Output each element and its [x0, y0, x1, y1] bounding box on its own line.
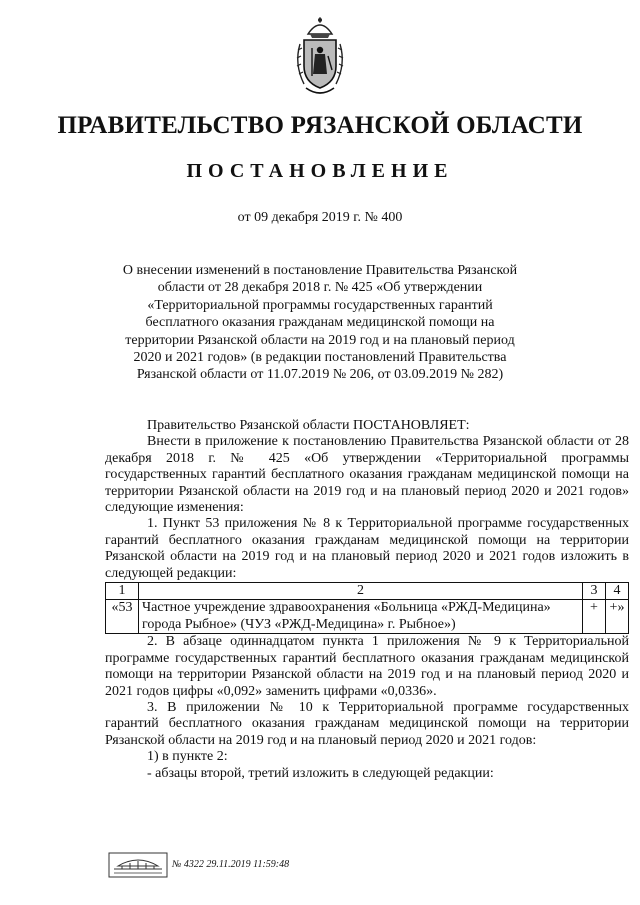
paragraph-intro: Правительство Рязанской области ПОСТАНОВЛЯЕТ:	[147, 418, 470, 433]
table-header-cell: 2	[139, 583, 583, 600]
table-header-cell: 3	[583, 583, 606, 600]
table-header-cell: 4	[606, 583, 629, 600]
document-body	[105, 418, 629, 782]
paragraph-item-3: 3. В приложении № 10 к Территориальной программе государственных гарантий бесплатного оказания гражданам медицинской помощи на территории Рязанской области на 2019 год и на плановый период 2020 и 2021 годов:	[105, 699, 629, 748]
paragraph-sub-1: 1) в пункте 2:	[147, 749, 228, 765]
printing-house-stamp-icon	[108, 852, 168, 878]
registration-stamp-text: № 4322 29.11.2019 11:59:48	[172, 859, 290, 870]
table-cell-number: «53	[106, 600, 139, 634]
document-subject: О внесении изменений в постановление Правительства Рязанской области от 28 декабря 2018 г. № 425 «Об утверждении «Территориальной программы государственных гарантий бесплатного оказания гражданам медицинской помощи на территории Рязанской области на 2019 год и на плановый период 2020 и 2021 годов» (в редакции постановлений Правительства Рязанской области от 11.07.2019 № 206, от 03.09.2019 № 282)	[122, 263, 518, 383]
table-row	[106, 600, 629, 634]
table-cell-name: Частное учреждение здравоохранения «Больница «РЖД-Медицина» города Рыбное» (ЧУЗ «РЖД-Медицина» г. Рыбное»)	[139, 600, 583, 634]
table-header-row	[106, 583, 629, 600]
ryazan-coat-of-arms-icon	[290, 14, 350, 100]
table-cell-col4: +»	[606, 600, 629, 634]
paragraph-item-1: 1. Пункт 53 приложения № 8 к Территориальной программе государственных гарантий бесплатного оказания гражданам медицинской помощи на территории Рязанской области на 2019 год и на плановый период 2020 и 2021 годов изложить в следующей редакции:	[105, 516, 629, 581]
table-cell-col3: +	[583, 600, 606, 634]
document-type: ПОСТАНОВЛЕНИЕ	[186, 160, 454, 182]
paragraph-item-2: 2. В абзаце одиннадцатом пункта 1 приложения № 9 к Территориальной программе государственных гарантий бесплатного оказания гражданам медицинской помощи на территории Рязанской области на 2019 год и на плановый период 2020 и 2021 годов цифры «0,092» заменить цифрами «0,0336».	[105, 634, 629, 699]
paragraph-sub-1-dash: - абзацы второй, третий изложить в следующей редакции:	[147, 765, 494, 781]
government-title: ПРАВИТЕЛЬСТВО РЯЗАНСКОЙ ОБЛАСТИ	[57, 112, 583, 139]
table-header-cell: 1	[106, 583, 139, 600]
document-date: от 09 декабря 2019 г. № 400	[237, 210, 403, 225]
paragraph-amend: Внести в приложение к постановлению Правительства Рязанской области от 28 декабря 2018 г. № 425 «Об утверждении «Территориальной программы государственных гарантий бесплатного оказания гражданам медицинской помощи на территории Рязанской области на 2019 год и на плановый период 2020 и 2021 годов» следующие изменения:	[105, 434, 629, 516]
facility-table	[105, 582, 629, 634]
